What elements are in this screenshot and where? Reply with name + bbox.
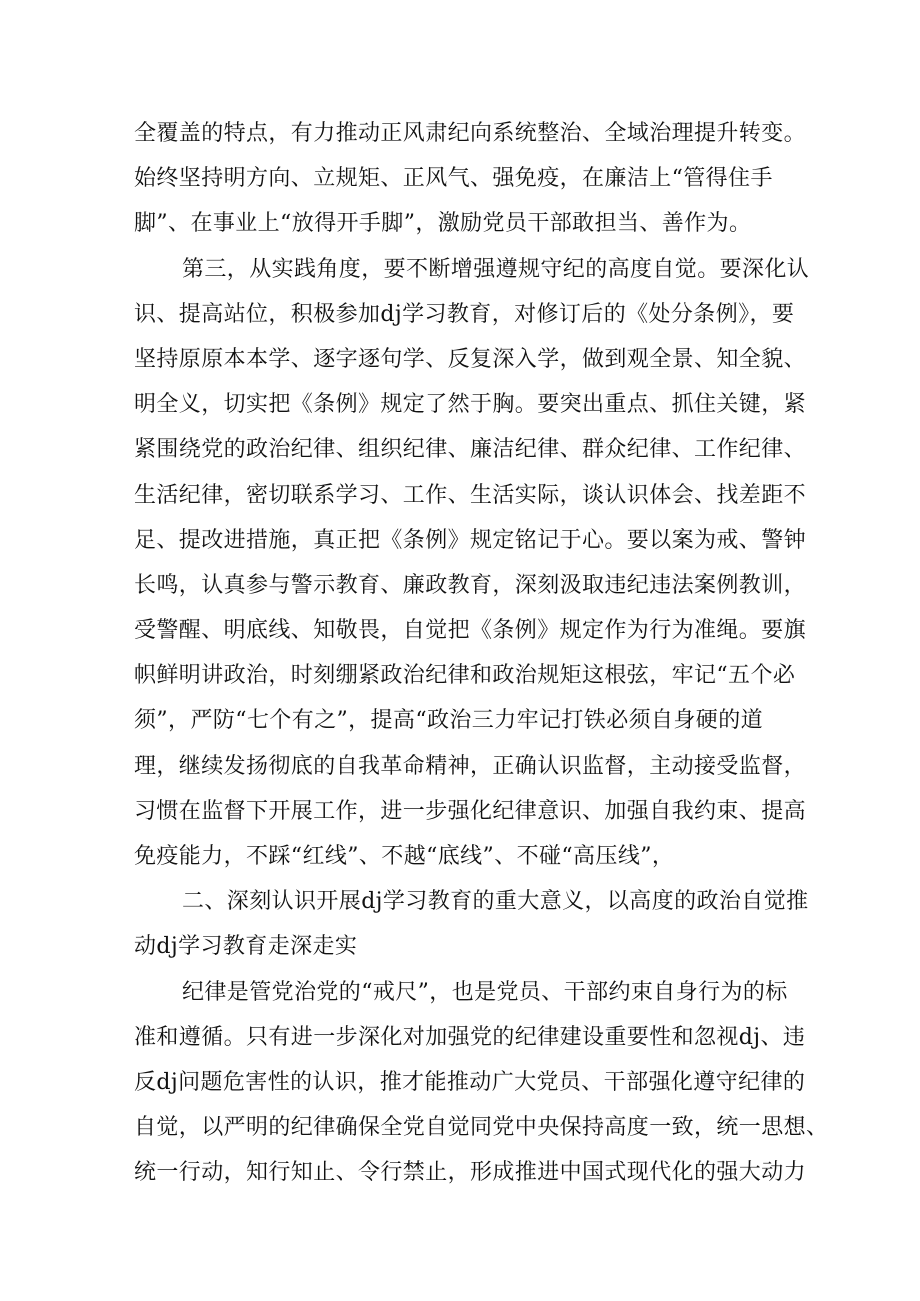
text-line: 识、提高站位，积极参加dj学习教育，对修订后的《处分条例》，要 — [134, 301, 795, 327]
text-line: 帜鲜明讲政治，时刻绷紧政治纪律和政治规矩这根弦，牢记“五个必 — [134, 663, 796, 689]
text-line: 全覆盖的特点，有力推动正风肃纪向系统整治、全域治理提升转变。 — [134, 121, 807, 146]
text-line: 理，继续发扬彻底的自我革命精神，正确认识监督，主动接受监督， — [134, 753, 807, 779]
text-line: 二、深刻认识开展dj学习教育的重大意义，以高度的政治自觉推 — [182, 889, 809, 915]
text-line: 反dj问题危害性的认识，推才能推动广大党员、干部强化遵守纪律的 — [134, 1069, 806, 1095]
text-line: 习惯在监督下开展工作，进一步强化纪律意识、加强自我约束、提高 — [134, 798, 807, 824]
text-line: 明全义，切实把《条例》规定了然于胸。要突出重点、抓住关键，紧 — [134, 392, 807, 418]
text-line: 动dj学习教育走深走实 — [134, 934, 358, 960]
text-line: 须”，严防“七个有之”，提高“政治三力牢记打铁必须自身硬的道 — [134, 708, 763, 734]
text-line: 受警醒、明底线、知敬畏，自觉把《条例》规定作为行为准绳。要旗 — [134, 618, 807, 644]
text-line: 统一行动，知行知止、令行禁止，形成推进中国式现代化的强大动力 — [134, 1160, 807, 1186]
text-line: 第三，从实践角度，要不断增强遵规守纪的高度自觉。要深化认 — [182, 256, 810, 282]
text-line: 紧围绕党的政治纪律、组织纪律、廉洁纪律、群众纪律、工作纪律、 — [134, 437, 807, 463]
text-line: 脚”、在事业上“放得开手脚”，激励党员干部敢担当、善作为。 — [134, 211, 752, 237]
text-line: 始终坚持明方向、立规矩、正风气、强免疫，在廉洁上“管得住手 — [134, 166, 773, 192]
text-line: 生活纪律，密切联系学习、工作、生活实际，谈认识体会、找差距不 — [134, 482, 807, 508]
text-line: 准和遵循。只有进一步深化对加强党的纪律建设重要性和忽视dj、违 — [134, 1024, 806, 1050]
text-line: 足、提改进措施，真正把《条例》规定铭记于心。要以案为戒、警钟 — [134, 527, 807, 553]
text-line: 长鸣，认真参与警示教育、廉政教育，深刻汲取违纪违法案例教训， — [134, 572, 807, 598]
document-page — [134, 111, 829, 1196]
text-line: 免疫能力，不踩“红线”、不越“底线”、不碰“高压线”， — [134, 844, 675, 869]
text-line: 自觉，以严明的纪律确保全党自觉同党中央保持高度一致，统一思想、 — [134, 1115, 829, 1141]
text-line: 坚持原原本本学、逐字逐句学、反复深入学，做到观全景、知全貌、 — [134, 346, 807, 372]
text-line: 纪律是管党治党的“戒尺”，也是党员、干部约束自身行为的标 — [182, 979, 788, 1005]
